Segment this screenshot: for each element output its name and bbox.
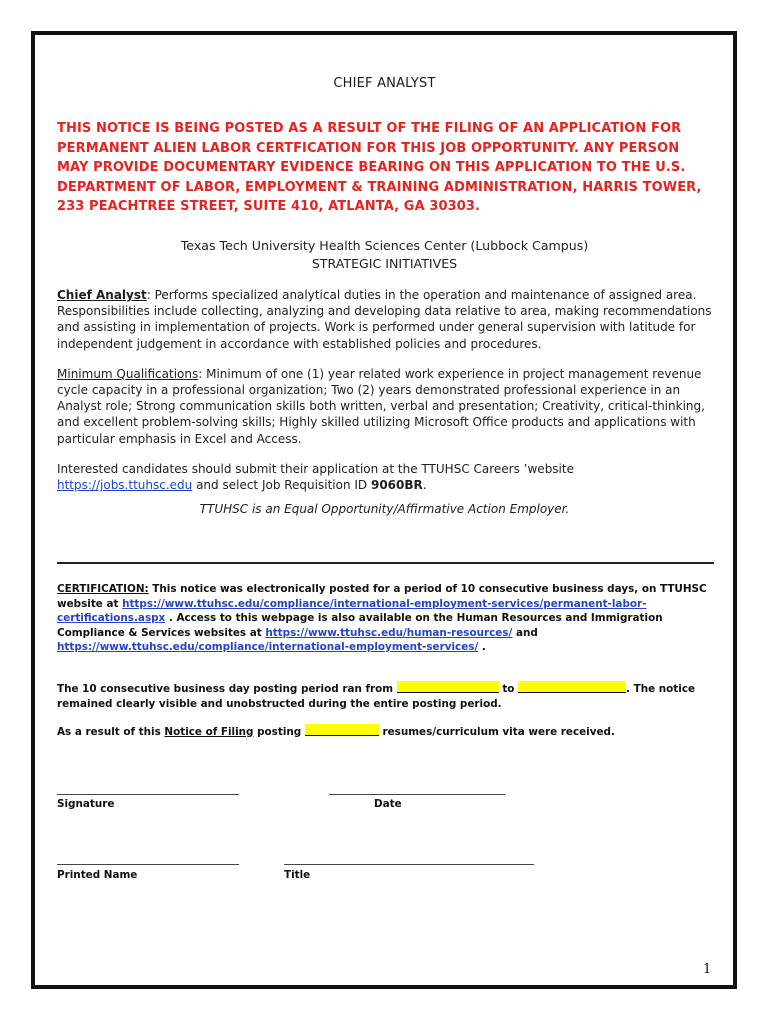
- posting-text-1: The 10 consecutive business day posting period ran from: [57, 683, 397, 695]
- qualifications-text: : Minimum of one (1) year related work experience in project management revenue cycle capacity in a professional organization; Two (2) years demonstrated professional experience in an Analyst role; Strong communication skills both written, verbal and presentation; Creativity, critical-thinking, and excellent problem-solving skills; Highly skilled utilizing Microsoft Office products and applications with particular emphasis in Excel and Access.: [57, 366, 705, 446]
- qualifications-label: Minimum Qualifications: [57, 366, 199, 381]
- job-description-text: : Performs specialized analytical duties in the operation and maintenance of assigned area. Responsibilities include collecting, analyzing and developing data relative to area, making recommendations and assisting in implementation of projects. Work is performed under general supervision with latitude for independent judgement in accordance with established policies and procedures.: [57, 287, 712, 351]
- eoe-statement: TTUHSC is an Equal Opportunity/Affirmative Action Employer.: [199, 502, 570, 517]
- printed-name-label: Printed Name: [57, 869, 138, 881]
- certification-text-3: and: [512, 626, 538, 639]
- posting-text-3: . The notice remained clearly visible and unobstructed during the entire posting period.: [57, 683, 696, 710]
- minimum-qualifications: [57, 366, 712, 447]
- certification-text-2: . Access to this webpage is also available on the Human Resources and Immigration Compliance & Services websites at: [57, 612, 663, 639]
- certification-label: CERTIFICATION:: [57, 583, 149, 595]
- careers-link[interactable]: https://jobs.ttuhsc.edu: [57, 478, 193, 492]
- job-description: [57, 287, 712, 352]
- result-text-3: resumes/curriculum vita were received.: [378, 726, 615, 738]
- notice-of-filing-label: Notice of Filing: [164, 726, 254, 738]
- resume-count-field[interactable]: [305, 724, 379, 736]
- department-name: STRATEGIC INITIATIVES: [311, 255, 458, 271]
- signature-line[interactable]: [57, 794, 239, 795]
- employer-name: Texas Tech University Health Sciences Center (Lubbock Campus): [180, 237, 589, 253]
- section-divider: [57, 562, 714, 564]
- certification-text-4: .: [478, 641, 486, 653]
- result-text-1: As a result of this: [57, 726, 165, 738]
- result-text-2: posting: [253, 726, 305, 738]
- human-resources-link[interactable]: https://www.ttuhsc.edu/human-resources/: [265, 626, 513, 639]
- result-statement: [57, 724, 713, 738]
- date-line[interactable]: [329, 794, 505, 795]
- posting-text-2: to: [498, 683, 519, 695]
- posting-period: [57, 681, 713, 711]
- apply-text-end: .: [422, 478, 427, 492]
- end-date-field[interactable]: [518, 681, 626, 693]
- certification-text-1: This notice was electronically posted for a period of 10 consecutive business days, on TTUHSC website at: [57, 583, 707, 610]
- application-instructions: [57, 461, 712, 518]
- date-label: Date: [374, 798, 402, 810]
- apply-text-mid: and select Job Requisition ID: [192, 478, 371, 492]
- requisition-id: 9060BR: [370, 478, 423, 492]
- document-body: [57, 76, 712, 531]
- title-label: Title: [284, 869, 311, 881]
- job-description-label: Chief Analyst: [57, 287, 147, 302]
- start-date-field[interactable]: [397, 681, 499, 693]
- employer-block: [57, 237, 712, 273]
- apply-text-before: Interested candidates should submit their application at the TTUHSC Careers ’website: [57, 461, 574, 476]
- signature-label: Signature: [57, 798, 115, 810]
- international-employment-link[interactable]: https://www.ttuhsc.edu/compliance/international-employment-services/: [57, 641, 479, 653]
- printed-name-line[interactable]: [57, 864, 239, 865]
- legal-notice: THIS NOTICE IS BEING POSTED AS A RESULT OF THE FILING OF AN APPLICATION FOR PERMANENT ALIEN LABOR CERTFICATION FOR THIS JOB OPPORTUNITY. ANY PERSON MAY PROVIDE DOCUMENTARY EVIDENCE BEARING ON THIS APPLICATION TO THE U.S. DEPARTMENT OF LABOR, EMPLOYMENT & TRAINING ADMINISTRATION, HARRIS TOWER, 233 PEACHTREE STREET, SUITE 410, ATLANTA, GA 30303.: [57, 121, 702, 215]
- page-number: 1: [703, 962, 712, 977]
- page-title: CHIEF ANALYST: [333, 76, 436, 91]
- certification-block: [57, 582, 713, 655]
- title-line[interactable]: [284, 864, 534, 865]
- permanent-labor-link[interactable]: https://www.ttuhsc.edu/compliance/international-employment-services/permanent-labor-certifications.aspx: [57, 597, 647, 624]
